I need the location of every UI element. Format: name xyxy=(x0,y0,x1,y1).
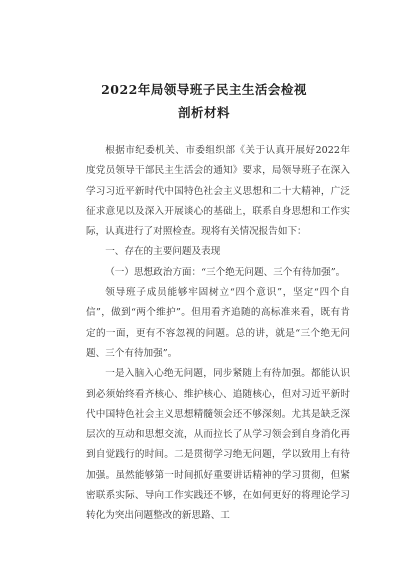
subsection-heading: （一）思想政治方面：“三个绝无问题、三个有待加强”。 xyxy=(105,266,346,278)
paragraph-summary: 领导班子成员能够牢固树立“四个意识”，坚定“四个自信”，做到“两个维护”。但用看齐追随的高标准来看，既有肯定的一面，更有不容忽视的问题。总的讲，就是“三个绝无问题、三个有待加强”。 xyxy=(86,287,350,359)
paragraph-intro: 根据市纪委机关、市委组织部《关于认真开展好2022年度党员领导干部民主生活会的通知》要求，局领导班子在深入学习习近平新时代中国特色社会主义思想和二十大精神，广泛征求意见以及深入开展谈心的基础上，联系自身思想和工作实际，认真进行了对照检查。现将有关情况报告如下： xyxy=(86,145,350,238)
document-subtitle: 剖析材料 xyxy=(177,105,230,120)
paragraph-details: 一是入脑入心绝无问题，同步紧随上有待加强。都能认识到必须始终看齐核心、维护核心、追随核心，但对习近平新时代中国特色社会主义思想精髓领会还不够深刻。尤其是缺乏深层次的互动和思想交流，从而拉长了从学习领会到自身消化再到自觉践行的时间。二是贯彻学习绝无问题，学以致用上有待加强。虽然能够第一时间抓好重要讲话精神的学习贯彻，但紧密联系实际、导向工作实践还不够，在如何更好的将理论学习转化为突出问题整改的新思路、工 xyxy=(86,368,350,522)
document-body xyxy=(86,141,350,527)
section-heading: 一、存在的主要问题及表现 xyxy=(105,246,221,258)
document-title: 2022年局领导班子民主生活会检视 xyxy=(101,82,307,97)
